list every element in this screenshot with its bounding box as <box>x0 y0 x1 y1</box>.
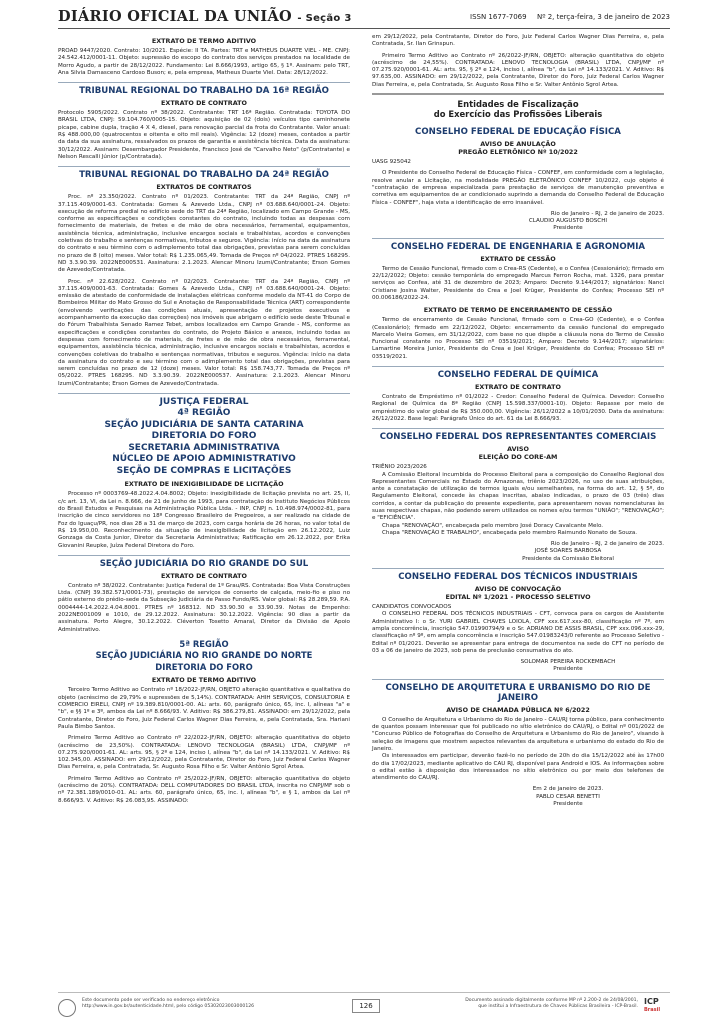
block-title: AVISO DE CONVOCAÇÃO EDITAL Nº 1/2021 - PROCESSO SELETIVO <box>445 585 591 602</box>
edition-date: Nº 2, terça-feira, 3 de janeiro de 2023 <box>536 13 670 21</box>
page-footer <box>58 992 670 1019</box>
block-text: O Presidente do Conselho Federal de Educação Física - CONFEF, em conformidade com a legislação, resolve anular a Licitação, na modalidade PREGÃO ELETRÔNICO CONFEF 10/2022, cujo objeto é "contratação de empresa especializada para prestação de serviços de manutenção preventiva e corretiva em equipamentos de ar condicionado suprindo a demanda do Conselho Federal de Educação Física - CONFEF", haja vista a identificação de erro insanável. <box>372 170 664 206</box>
org-title: TRIBUNAL REGIONAL DO TRABALHO DA 24ª REGIÃO <box>58 166 350 180</box>
block-text: Proc. nº 22.628/2022. Contrato nº 02/2023. Contratante: TRT da 24ª Região, CNPJ nº 37.115.409/0001-63. Contratada: Gomes & Azevedo Ltda., CNPJ nº 03.688.640/0001-24. Objeto: emissão de atestado de conformidade de instalações elétricas conforme modelo da NT-41 do Corpo de Bombeiros Militar do Mato Grosso do Sul e Anotação de Responsabilidade Técnica (ART) correspondente (envolvendo verificações das condições atuais, apresentação de projetos executivos e acompanhamento da execução das correções) nos imóveis que abrigam o edifício sede deste Tribunal e do Fórum Trabalhista Senado Ramez Tebet, ambos localizados em Campo Grande - MS, conforme as especificações e condições constantes do contrato, do Projeto Básico e anexos, incluindo todas as despesas com fornecimento de materiais, de fretes e de mão de obra necessários, ferramental, equipamentos, assistência técnica, administração, inclusive encargos sociais e trabalhistas, acordos e convenções coletivas do trabalho e sentenças normativas, tributos e seguros. Vigência: início na data da assinatura do contrato e seu término com o adimplemento total das obrigações, previstas para serem concluídas no prazo de 12 (doze) meses. Valor total: R$ 158.743,77. Tomada de Preços nº 05/2022. PTRES 168295. ND 3.3.90.39. 2022NE000537. Assinatura: 2.1.2023. Alencar Minoru Izumi/Contratante; Erson Gomes de Azevedo/Contratada. <box>58 278 350 387</box>
block-title: EXTRATO DE CONTRATO <box>161 99 247 108</box>
block-title: EXTRATOS DE CONTRATOS <box>156 183 252 192</box>
block-title: EXTRATO DE TERMO ADITIVO <box>151 37 257 45</box>
block-text: Processo nº 0003769-48.2022.4.04.8002; Objeto: inexigibilidade de licitação prevista no art. 25, II, c/c art. 13, VI, da Lei n. 8.666, de 21 de junho de 1993, para contratação do Instituto Negócios Públicos do Brasil Estudos e Pesquisas na Administração Pública Ltda. - INP, CNPJ n. 10.498.974/0002-81, para inscrição de cinco servidores no 18º Congresso Brasileiro de Pregoeiros, a ser realizado na cidade de Foz do Iguaçu/PR, nos dias 28 a 31 de março de 2023, com carga horária de 26 horas, no valor total de R$ 19.950,00. Reconhecimento da situação de inexigibilidade de licitação em 26.12.2022, Luiz Gonzaga da Costa Junior, Diretor da Secretaria Administrativa; Ratificação em 26.12.2022, por Erika Giovanini Reupke, Juíza Federal Diretora do Foro. <box>58 491 350 549</box>
right-column <box>372 34 664 812</box>
org-title: SEÇÃO JUDICIÁRIA DO RIO GRANDE DO SUL <box>58 555 350 569</box>
block-text: Primeiro Termo Aditivo ao Contrato nº 22/2022-JF/RN, OBJETO: alteração quantitativa do objeto (acréscimo de 23,50%). CONTRATADA: LENOVO TECNOLOGIA (BRASIL) LTDA, CNPJ/MF nº 07.275.920/0001-61. AL: arts. 95, § 2º e 124, inciso I, alínea "b", da Lei nº 14.133/2021. V. Aditivo: R$ 102.345,00. ASSINADO: em 29/12/2022, pela Contratante, Diretor do Foro, Juiz Federal Carlos Wagner Dias Ferreira, e, pela Contratada, Sr. Augusto Rosa Filho e Sr. Valter Antônio Sgrol Artea. <box>58 735 350 771</box>
block-text: O Conselho de Arquitetura e Urbanismo do Rio de Janeiro - CAU/RJ torna público, para conhecimento de quantos possam interessar que foi publicado no sítio eletrônico do CAU/RJ, o Edital nº 001/2022 de "Concurso Público de Fotografias do Conselho de Arquitetura e Urbanismo do Rio de Janeiro", visando à seleção de imagens que mostrem aspectos relevantes da arquitetura e urbanismo do estado do Rio de Janeiro. <box>372 716 664 752</box>
block-text: Os interessados em participar, deverão fazê-lo no período de 20h do dia 15/12/2022 até às 17h00 do dia 17/02/2023, mediante aplicativo do CAU RJ, disponível para Android e IOS. As informações sobre o edital estão à disposição dos interessados no sítio eletrônico ou por meio dos telefones de atendimento do CAU/RJ. <box>372 753 664 782</box>
block-title: EXTRATO DE CONTRATO <box>161 571 247 580</box>
page-number: 126 <box>352 999 380 1013</box>
block-text: Contrato de Empréstimo nº 01/2022 - Credor: Conselho Federal de Química. Devedor: Conselho Regional de Química da 8ª Região (CNPJ 15.598.337/0001-10). Objeto: Repasse por meio de empréstimo do valor global de R$ 350.000,00. Vigência: 26/12/2022 a 10/01/2030. Data da assinatura: 26/12/2022. Base legal: Parágrafo Único do art. 61 da Lei 8.666/93. <box>372 394 664 422</box>
block-text: Protocolo 5905/2022. Contrato nº 38/2022. Contratante: TRT 16ª Região. Contratada: TOYOTA DO BRASIL LTDA, CNPJ: 59.104.760/0005-15. Objeto: aquisição de 02 (dois) veículos tipo caminhonete picape, cabine dupla, tração 4 X 4, diesel, para renovação parcial da frota do Contratante. Valor anual: R$ 488.000,00 (quatrocentos e oitenta e oito mil reais). Vigência: 12 (doze) meses, contados a partir da data da sua assinatura, ressalvados os prazos de garantia e assistência técnica. Data da assinatura: 30/12/2022. Assinam: Desembargador Presidente, Francisco José de "Carvalho Neto" (p/Contratante) e Nelson Rescalli Júnior (p/Contratada). <box>58 110 350 160</box>
section-heading: Entidades de Fiscalização do Exercício das Profissões Liberais <box>372 93 664 119</box>
block-text: Terceiro Termo Aditivo ao Contrato nº 18/2022-JF/RN, OBJETO alteração quantitativa e qualitativa do objeto (acréscimo de 29,79% e supressões de 5,14%). CONTRATADA: AHIH SERVIÇOS, CONSULTORIA E COMERCIO EIRELI, CNPJ nº 19.389.810/0001-00. AL: arts. 60, parágrafo único, 65, inc. I, alíneas "a" e "b", e §§ 1º e 3º, ambos da Lei nº 8.666/93. V. Aditivo: R$ 386.279,81. ASSINADO: em 29/12/2022, pela Contratante, Diretor do Foro, Juiz Federal Carlos Wagner Dias Ferreira, e, pela Contratada, Sra. Hariani Paula Bimbo Santos. <box>58 687 350 730</box>
org-title: TRIBUNAL REGIONAL DO TRABALHO DA 16ª REGIÃO <box>58 82 350 96</box>
signature: CLAUDIO AUGUSTO BOSCHI Presidente <box>528 218 608 232</box>
signature: SOLOMAR PEREIRA ROCKEMBACH Presidente <box>520 659 616 673</box>
org-title: CONSELHO FEDERAL DE QUÍMICA <box>372 366 664 380</box>
block-title: EXTRATO DE TERMO ADITIVO <box>151 676 257 685</box>
page-header <box>58 6 670 29</box>
place-date: Rio de Janeiro - RJ, 2 de janeiro de 2023. <box>550 210 664 217</box>
block-title: EXTRATO DE TERMO DE ENCERRAMENTO DE CESSÃO <box>423 306 613 315</box>
footer-verification: Este documento pode ser verificado no endereço eletrônico http://www.in.gov.br/autenticidade.html, pelo código 05302023003000126 <box>82 998 255 1009</box>
signature: Em 2 de janeiro de 2023. PABLO CESAR BENETTI Presidente <box>532 786 604 807</box>
block-title: EXTRATO DE INEXIGIBILIDADE DE LICITAÇÃO <box>124 480 284 489</box>
section-label: - Seção 3 <box>297 13 352 24</box>
footer-signature-note: Documento assinado digitalmente conforme MP nº 2.200-2 de 24/08/2001, que institui a Infraestrutura de Chaves Públicas Brasileira - ICP-Brasil. <box>465 998 638 1009</box>
block-title: EXTRATO DE CONTRATO <box>475 383 561 392</box>
block-title: AVISO DE ANULAÇÃO PREGÃO ELETRÔNICO Nº 10/2022 <box>458 140 578 157</box>
block-text: Primeiro Termo Aditivo ao Contrato nº 25/2022-JF/RN, OBJETO: alteração quantitativa do objeto (acréscimo de 20%). CONTRATADA: DELL COMPUTADORES DO BRASIL LTDA, inscrita no CNPJ/MF sob o nº 72.381.189/0010-01. AL: arts. 60, parágrafo único, 65, inc. I, alíneas "b", e § 1, ambos da Lei nº 8.666/93. V. Aditivo: R$ 26.083,95. ASSINADO: <box>58 775 350 804</box>
block-text: Chapa "RENOVAÇÃO", encabeçada pelo membro José Doracy Cavalcante Melo. <box>382 522 604 529</box>
block-text: CANDIDATOS CONVOCADOS <box>372 604 452 611</box>
block-text: Termo de Cessão Funcional, firmado com o Crea-RS (Cedente), e o Confea (Cessionário); firmado em 22/12/2022; Objeto: cessão temporária do empregado Marcus Ferron Rocha, mat. 1326, para prestar serviços ao Confea, até 31 de dezembro de 2023; Amparo: Decreto 9.144/2017; signatários: Nanci Cristiane Josina Walter, Presidente do Crea e Joel Krüger, Presidente do Confea; Processo SEI nº 00.006186/2022-24. <box>372 265 664 301</box>
icp-brasil-logo: ICP Brasil <box>644 997 661 1013</box>
org-title: CONSELHO DE ARQUITETURA E URBANISMO DO RIO DE JANEIRO <box>372 679 664 703</box>
place-date: Rio de Janeiro - RJ, 2 de janeiro de 2023. <box>550 541 664 548</box>
coat-of-arms-icon <box>58 999 76 1017</box>
org-lead: 5ª REGIÃO SEÇÃO JUDICIÁRIA NO RIO GRANDE DO NORTE DIRETORIA DO FORO <box>95 638 313 672</box>
org-title: CONSELHO FEDERAL DOS REPRESENTANTES COMERCIAIS <box>372 428 664 442</box>
signature: JOSÉ SOARES BARBOSA Presidente da Comissão Eleitoral <box>522 548 614 562</box>
block-title: AVISO DE CHAMADA PÚBLICA Nº 6/2022 <box>446 705 590 714</box>
newspaper-title: DIÁRIO OFICIAL DA UNIÃO - Seção 3 <box>58 8 352 25</box>
org-title: CONSELHO FEDERAL DOS TÉCNICOS INDUSTRIAIS <box>372 568 664 582</box>
block-text: Primeiro Termo Aditivo ao Contrato nº 26/2022-JF/RN, OBJETO: alteração quantitativa do objeto (acréscimo de 24,55%). CONTRATADA: LENOVO TECNOLOGIA (BRASIL) LTDA, CNPJ/MF nº 07.275.920/0001-61. AL: arts. 95, § 2º e 124, inciso I, alínea "b", da Lei nº 14.133/2021. V. Aditivo: R$ 97.635,00. ASSINADO: em 29/12/2022, pela Contratante, Diretor do Foro, Juiz Federal Carlos Wagner Dias Ferreira, e, pela Contratada, Sr. Augusto Rosa Filho e Sr. Valter Antônio Sgrol Artea. <box>372 52 664 88</box>
block-text: Contrato nº 38/2022. Contratante: Justiça Federal de 1º Grau/RS. Contratada: Boa Vista Construções Ltda. (CNPJ 39.382.571/0001-73), prestação de serviços de conserto de calçada, meio-fio e piso no pátio externo do prédio-sede da Subseção Judiciária de Passo Fundo/RS. Valor global: R$ 28.289,59. P.A. 0004444-14.2022.4.04.8001. PTRES nº 168312. ND 33.90.30 e 33.90.39. Notas de Empenho: 2022NE001009 e 1010, de 29.12.2022. Assinatura: 30.12.2022. Vigência: 90 dias a partir da assinatura. Porto Alegre, 30.12.2022. Cléverton Tosetto Amaral, Diretor da Divisão de Apoio Administrativo. <box>58 582 350 633</box>
block-title: AVISO ELEIÇÃO DO CORE-AM <box>478 445 558 462</box>
org-title: CONSELHO FEDERAL DE EDUCAÇÃO FÍSICA <box>415 127 621 138</box>
block-text: em 29/12/2022, pela Contratante, Diretor do Foro, Juiz Federal Carlos Wagner Dias Ferreira, e, pela Contratada, Sr. Ilan Grinspun. <box>372 34 664 48</box>
block-text: O CONSELHO FEDERAL DOS TÉCNICOS INDUSTRIAIS - CFT, convoca para os cargos de Assistente Administrativo I: o Sr. YURI GABRIEL CHAVES LOIOLA, CPF xxx.617.xxx-80, classificação nº 7º, em ampla concorrência, inscrição 547.01990794/9 e o Sr. ADRIANO DE ASSIS BRASIL, CPF xxx.096.xxx-29, classificação nº 9º, em ampla concorrência e inscrição 547.01983243/0 referente ao Processo Seletivo - Edital nº 01/2021. Deverão se apresentar para entrega de documentos na sede do CFT no período de 03 a 06 de janeiro de 2023, sob pena de preclusão consumativa do ato. <box>372 611 664 654</box>
block-title: EXTRATO DE CESSÃO <box>480 254 556 263</box>
org-title: CONSELHO FEDERAL DE ENGENHARIA E AGRONOMIA <box>372 238 664 252</box>
block-text: TRIÊNIO 2023/2026 <box>372 464 427 471</box>
issn: ISSN 1677-7069 <box>470 13 527 21</box>
uasg: UASG 925042 <box>372 159 411 166</box>
block-text: Proc. nº 23.350/2022. Contrato nº 01/2023. Contratante: TRT da 24ª Região, CNPJ nº 37.115.409/0001-63. Contratada: Gomes & Azevedo Ltda., CNPJ nº 03.688.640/0001-24. Objeto: execução de reforma predial no edifício sede do TRT da 24ª Região, localizado em Campo Grande - MS, conforme as especificações e condições constantes do contrato, incluindo todas as despesas com fornecimento de materiais, de fretes e de mão de obra necessários, ferramental, equipamentos, assistência técnica, administração, inclusive encargos sociais e trabalhistas, acordos e convenções coletivas do trabalho e sentenças normativas, tributos e seguros. Vigência: início na data da assinatura do contrato e seu término com o adimplemento total das obrigações, previstas para serem concluídas no prazo de 8 (oito) meses. Valor total: R$ 1.235.065,49. Tomada de Preços nº 04/2022. PTRES 168295. ND 3.3.90.39. 2022NE000531. Assinatura: 2.1.2023. Alencar Minoru Izumi/Contratante; Erson Gomes de Azevedo/Contratada. <box>58 194 350 274</box>
block-text: A Comissão Eleitoral incumbida do Processo Eleitoral para a composição do Conselho Regional dos Representantes Comerciais no Estado do Amazonas, triênio 2023/2026, no uso de suas atribuições, ante a constatação de utilização de termos iguais e/ou semelhantes, na forma do art. 12, § 5º, do Regulamento Eleitoral, concede às chapas inscritas, abaixo indicadas, o prazo de 03 (três) dias corridos, a contar da publicação do presente expediente, para apresentarem novas nomenclaturas às suas respectivas chapas, não podendo serem utilizados os nomes e/ou termos "UNIÃO"; "RENOVAÇÃO"; e "EFICIÊNCIA". <box>372 471 664 522</box>
left-column <box>58 34 350 809</box>
block-text: PROAD 9447/2020. Contrato: 10/2021. Espécie: II TA. Partes: TRT e MATHEUS DUARTE VIEL - ME. CNPJ: 24.542.412/0001-11. Objeto: supressão do escopo do contrato dos serviços prestados na localidade de Morro Agudo, a partir de 28/12/2022. Fundamento: Lei 8.666/1993, artigo 65, § 1º. Assinam: pelo TRT, Ana Silvia Damasceno Cardoso Buson; e, pela empresa, Matheus Duarte Viel. Data: 28/12/2022. <box>58 48 350 76</box>
org-lead: JUSTIÇA FEDERAL 4ª REGIÃO SEÇÃO JUDICIÁRIA DE SANTA CATARINA DIRETORIA DO FORO SECRETARIA ADMINISTRATIVA NÚCLEO DE APOIO ADMINISTRATIVO SEÇÃO DE COMPRAS E LICITAÇÕES <box>58 393 350 478</box>
block-text: Chapa "RENOVAÇÃO E TRABALHO", encabeçada pelo membro Raimundo Nonato de Souza. <box>382 529 638 536</box>
block-text: Termo de encerramento de Cessão Funcional, firmado com o Crea-GO (Cedente), e o Confea (Cessionário); firmado em 22/12/2022, Objeto: encerramento da cessão funcional do empregado Marcelo Vieira Gomes, em 31/12/2022, com base no que dispõe a cláusula nona do Termo de Cessão Funcional constante no Processo SEI nº 03519/2021; Amparo: Decreto 9.144/2017; signatários: Lamartine Moreira Junior, Presidente do Crea e Joel Krüger, Presidente do Confea; Processo SEI nº 03519/2021. <box>372 317 664 360</box>
